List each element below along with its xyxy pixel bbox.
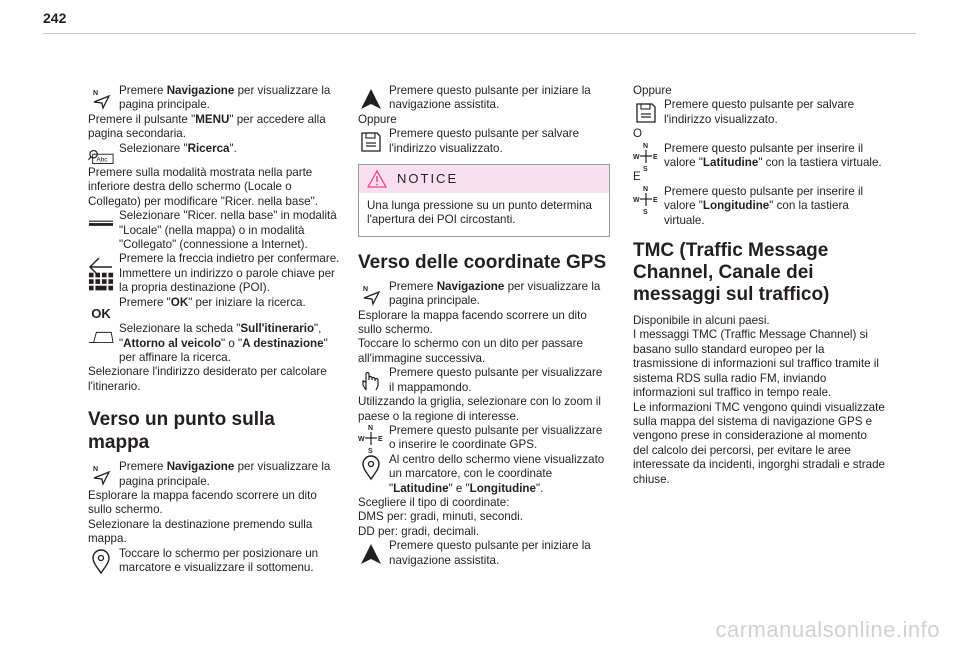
tab-selector-icon — [88, 324, 114, 350]
svg-text:W: W — [633, 153, 640, 161]
text-gps: Premere questo pulsante per visualizzare o inserire le coordinate GPS. — [389, 423, 603, 452]
text-ok: Premere "OK" per iniziare la ricerca. — [119, 295, 306, 309]
map-pin-icon — [358, 455, 384, 481]
ok-icon: OK — [91, 306, 111, 322]
text-navigation-2: Premere Navigazione per visualizzare la pagina principale. — [119, 460, 331, 488]
text-available: Disponibile in alcuni paesi. — [633, 314, 770, 328]
svg-text:S: S — [643, 165, 648, 172]
column-1 — [88, 84, 340, 575]
instruction-longitude — [633, 185, 885, 228]
text-next-image: Toccare lo schermo con un dito per passare all'immagine successiva. — [358, 337, 583, 365]
svg-text:E: E — [653, 196, 658, 204]
warning-triangle-icon — [367, 170, 387, 188]
text-marker-center: Al centro dello schermo viene visualizzato un marcatore, con le coordinate "Latitudine" e "Longitudine". — [389, 452, 605, 495]
svg-text:E: E — [653, 153, 658, 161]
text-select-dest: Selezionare la destinazione premendo sulla mappa. — [88, 517, 313, 546]
instruction-search — [88, 141, 340, 164]
compass-n-label: N — [93, 466, 99, 474]
text-latitude: Premere questo pulsante per inserire il valore "Latitudine" con la tastiera virtuale. — [664, 141, 882, 170]
text-o: O — [633, 127, 643, 141]
text-explore-2: Esplorare la mappa facendo scorrere un dito sullo schermo. — [358, 308, 587, 337]
text-mode: Premere sulla modalità mostrata nella parte inferiore destra dello schermo (Locale o Collegato) per modificare "Ricer. nella base". — [88, 166, 318, 208]
text-navigation: Premere Navigazione per visualizzare la pagina principale. — [119, 84, 331, 112]
hand-touch-icon — [358, 368, 384, 394]
text-save: Premere questo pulsante per salvare l'indirizzo visualizzato. — [389, 127, 580, 155]
notice-box — [358, 164, 610, 237]
instruction-marker-center — [358, 453, 610, 496]
text-dd: DD per: gradi, decimali. — [358, 524, 480, 538]
svg-text:S: S — [643, 208, 648, 215]
svg-text:N: N — [643, 185, 649, 193]
svg-text:W: W — [633, 196, 640, 204]
map-pin-icon — [88, 549, 114, 575]
instruction-globe — [358, 366, 610, 395]
text-longitude: Premere questo pulsante per inserire il valore "Longitudine" con la tastiera virtuale. — [664, 184, 864, 227]
svg-text:W: W — [358, 435, 365, 443]
guidance-arrow-icon — [358, 541, 384, 567]
instruction-keyboard — [88, 267, 340, 296]
svg-text:Abc: Abc — [96, 156, 108, 164]
text-select-address: Selezionare l'indirizzo desiderato per calcolare l'itinerario. — [88, 365, 327, 393]
navigation-arrow-icon — [88, 86, 114, 112]
svg-text:E: E — [378, 435, 383, 443]
compass-icon — [633, 187, 659, 213]
text-tab: Selezionare la scheda "Sull'itinerario", "Attorno al veicolo" o "A destinazione" per affinare la ricerca. — [119, 322, 328, 364]
heading-gps-coordinates: Verso delle coordinate GPS — [358, 251, 607, 273]
guidance-arrow-icon — [358, 86, 384, 112]
column-2 — [358, 84, 610, 568]
text-search: Selezionare "Ricerca". — [119, 141, 237, 155]
text-grid: Utilizzando la griglia, selezionare con lo zoom il paese o la regione di interesse. — [358, 395, 601, 423]
text-tmc-standard: I messaggi TMC (Traffic Message Channel) si basano sullo standard europeo per la trasmissione di informazioni sul traffico tramite il sistema RDS sulla radio FM, inviando informazioni sul traffico in tempo reale. — [633, 328, 879, 400]
instruction-marker — [88, 547, 340, 576]
instruction-tab — [88, 322, 340, 365]
notice-title: NOTICE — [397, 170, 459, 186]
text-start-guidance-2: Premere questo pulsante per iniziare la navigazione assistita. — [389, 539, 591, 567]
compass-n-label: N — [93, 90, 99, 97]
save-icon — [358, 129, 384, 155]
watermark: carmanualsonline.info — [715, 617, 940, 642]
text-back: Premere la freccia indietro per confermare. — [119, 252, 340, 266]
svg-text:N: N — [643, 142, 649, 150]
instruction-save-2 — [633, 98, 885, 127]
text-e: E — [633, 170, 641, 184]
text-save-2: Premere questo pulsante per salvare l'indirizzo visualizzato. — [664, 98, 855, 126]
compass-icon — [358, 426, 384, 452]
heading-tmc: TMC (Traffic Message Channel, Canale dei messaggi sul traffico) — [633, 240, 830, 306]
text-dms: DMS per: gradi, minuti, secondi. — [358, 510, 523, 524]
notice-header — [359, 165, 609, 193]
header-divider — [43, 33, 916, 34]
keyboard-icon — [88, 269, 114, 295]
instruction-latitude — [633, 142, 885, 171]
heading-map-point: Verso un punto sulla mappa — [88, 409, 275, 454]
instruction-navigation-2 — [88, 460, 340, 489]
instruction-navigation — [88, 84, 340, 113]
instruction-ok — [88, 295, 340, 322]
text-menu: Premere il pulsante "MENU" per accedere alla pagina secondaria. — [88, 112, 326, 141]
instruction-navigation-3 — [358, 280, 610, 309]
text-keyboard: Immettere un indirizzo o parole chiave per la propria destinazione (POI). — [119, 266, 335, 295]
instruction-base — [88, 209, 340, 252]
text-explore: Esplorare la mappa facendo scorrere un dito sullo schermo. — [88, 488, 317, 517]
navigation-arrow-icon — [358, 282, 384, 308]
navigation-arrow-icon — [88, 462, 114, 488]
instruction-start-guidance-2 — [358, 539, 610, 568]
notice-text: Una lunga pressione su un punto determina l'apertura dei POI circostanti. — [367, 199, 592, 227]
text-navigation-3: Premere Navigazione per visualizzare la pagina principale. — [389, 279, 601, 308]
toggle-bar-icon — [88, 211, 114, 237]
instruction-gps — [358, 424, 610, 453]
text-or: Oppure — [358, 112, 397, 126]
page-number: 242 — [43, 10, 67, 26]
search-abc-icon — [88, 144, 114, 170]
text-tmc-info: Le informazioni TMC vengono quindi visualizzate sulla mappa del sistema di navigazione GPS e vengono prese in considerazione al momento del calcolo dei percorsi, per evitare le aree interessate da incidenti, ingorghi stradali e strade chiuse. — [633, 400, 885, 486]
instruction-back — [88, 252, 340, 266]
svg-text:N: N — [368, 424, 374, 432]
svg-text:S: S — [368, 447, 373, 454]
text-globe: Premere questo pulsante per visualizzare il mappamondo. — [389, 366, 603, 394]
save-icon — [633, 100, 659, 126]
compass-icon — [633, 144, 659, 170]
instruction-start-guidance — [358, 84, 610, 113]
instruction-save — [358, 127, 610, 156]
text-base: Selezionare "Ricer. nella base" in modalità "Locale" (nella mappa) o in modalità "Collegato" (connessione a Internet). — [119, 209, 337, 252]
text-or-2: Oppure — [633, 84, 672, 97]
compass-n-label: N — [363, 285, 369, 293]
text-start-guidance: Premere questo pulsante per iniziare la navigazione assistita. — [389, 84, 591, 112]
text-coord-type: Scegliere il tipo di coordinate: — [358, 495, 510, 509]
column-3 — [633, 84, 885, 487]
text-marker: Toccare lo schermo per posizionare un marcatore e visualizzare il sottomenu. — [119, 546, 319, 574]
